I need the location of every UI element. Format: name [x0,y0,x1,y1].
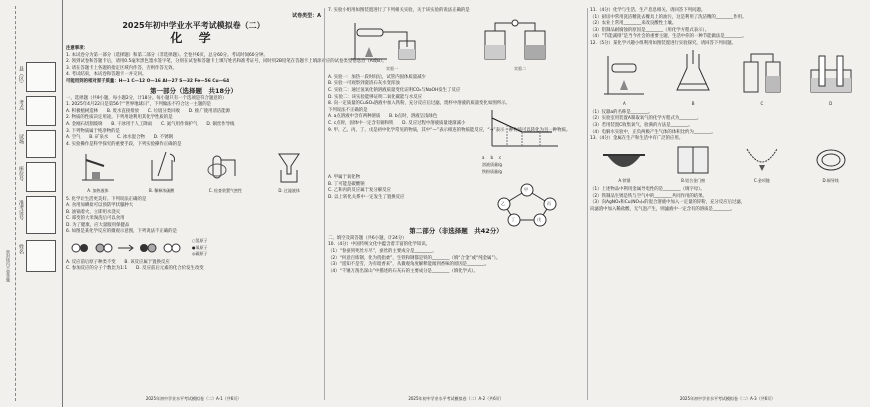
exam-title: 2025年初中学业水平考试模拟卷（二） [122,21,265,30]
question-line: 2. 物质的性质决定用途。下列用途利用其化学性质的是 [66,115,173,121]
option-line: D. 以上转化关系中一定发生了置换反应 [328,194,405,200]
question-line: 8. 向一定质量的CuSO₄溶液中加入铁粉，充分反应后过滤，烧杯中溶液的质量变化如图所示。 [328,101,510,107]
room-label: 试场 [18,134,24,144]
question-line: （1）“春蚕到死丝方尽”，蚕丝的主要成分是________。 [328,248,437,254]
notice-title: 注意事项： [66,46,88,51]
figure-caption: D [829,101,833,107]
gas-bottles-icon [475,17,565,63]
question-line: （3）铝制品耐腐蚀的原因是________（用化学方程式表示）。 [590,27,710,33]
question-line: （2）铁制品生锈是铁与空气中的________共同作用的结果。 [590,193,707,199]
wire-coil-icon [808,145,854,175]
option-line: D. 为了健康，应大量服用保健品 [66,222,130,228]
column-divider [587,8,588,400]
seat-box[interactable] [26,162,56,192]
atomic-masses: 可能用到的相对原子质量：H—1 C—12 O—16 Al—27 S—32 Fe—56 Cu—64 [66,78,230,84]
figure-caption: B [691,101,695,107]
subject-title: 化 学 [170,31,217,45]
legend [192,238,208,258]
figure-caption: 实验一 [386,66,398,72]
relation-diagram [492,182,562,226]
figure-filtration [267,150,311,194]
window-icon [670,145,716,175]
option-line: C. c点时，固体中一定含有铜和铁 D. 反应过程中溶液质量逐渐减小 [328,120,466,126]
question-line: （1）仪器a的名称是________。 [590,109,653,115]
apparatus-d [805,50,857,108]
item-wire [808,145,854,185]
graph-y-label: 溶液质量/g [482,161,502,167]
item-window [670,145,716,185]
seal-warning: 密封线内不要答题 [6,250,11,282]
micro-reaction-figure [66,238,321,258]
graph-points [482,155,562,162]
question-line: （4）“千锤万凿出深山”中描述的石灰石的主要成分是________（填化学式）。 [328,268,479,274]
item-iron-pot [601,145,647,185]
figure-heating-liquid [76,150,120,194]
necklace-icon [739,145,785,175]
option-line: B. 油锅着火，立即用水浇灭 [66,209,121,215]
page-footer: 2025年初中学业水平考试模拟卷（二）A-1（共6页） [145,396,242,402]
option-line: C. 乙和丙的反应属于复分解反应 [328,188,391,194]
seat-label: 座位号 [18,166,24,181]
legend-oxygen: ●氧原子 [192,244,208,250]
collection-bottles-icon [736,50,788,98]
question-line: 11.（4分）化学与生活、生产息息相关。请回答下列问题。 [590,8,706,13]
question-line: （1）上述物品中利用金属导电性的是________（填字母）。 [590,186,705,192]
ticket-box[interactable] [26,196,56,234]
question-line: 1. 2025年4月22日是第56个“世界地球日”，下列做法不符合这一主题的是 [66,102,212,108]
question-line: 向滤渣中加入稀盐酸，无气泡产生，则滤液中一定含有的溶质是________。 [590,206,735,212]
question-line: （4）“节能减排”是当今社会的重要主题，生活中你的一种节能做法是________。 [590,34,747,40]
node-label: 甲 [524,186,528,192]
question-line: （2）实验室用装置A制取氧气的化学方程式为________。 [590,116,702,122]
room-box[interactable] [26,130,56,158]
point-c: c [499,155,502,161]
node-label: 乙 [501,200,505,206]
page-3 [590,0,865,407]
option-line: A. 实验一：加热一段时间后，试管内固体质量减少 [328,74,426,80]
question-line: （1）厨房中常用洗洁精洗去餐具上的油污，这是利用了洗洁精的________作用。 [590,14,747,20]
mass-curve-icon [482,108,562,152]
wok-icon [601,145,647,175]
ticket-label: 准考证号 [18,200,24,220]
node-label: 丙 [547,200,551,206]
option-line: D. 实验二：该实验能够证明二氧化碳能与水反应 [328,94,422,100]
notice-line: 1. 本试卷分为第一部分（选择题）和第二部分（非选择题）。全卷共6页，总分60分。考试时间60分钟。 [66,52,268,58]
page-2 [328,0,584,407]
figure-caption: D.铜导线 [822,178,839,184]
test-tube-icon [203,150,247,184]
exam-site-box[interactable] [26,96,56,126]
page-footer: 2025年初中学业水平考试模拟卷（二）A-2（共6页） [408,396,504,402]
heating-liquid-icon [76,150,120,184]
legend-carbon: ◎碳原子 [192,251,208,257]
question-line: 7. 实验小组用如图装置进行了下列相关实验，关于该实验的说法正确的是 [328,8,470,13]
binding-strip [0,0,63,407]
option-line: C. 实验二：通过氢氧化钠溶液质量变化证明CO₂与NaOH发生了反应 [328,87,461,93]
part-1-note: 一、选择题（共9小题，每小题2分，计18分。每小题只有一个选项是符合题意的） [66,95,227,101]
question-line: （3）若用装置C收集氧气，验满的方法是________。 [590,122,693,128]
q9-options [328,182,488,202]
name-box[interactable] [26,240,56,272]
figure-caption: A.铁锅 [618,178,631,184]
heating-apparatus-icon [347,17,437,63]
node-label: 戊 [537,216,541,222]
funnel-icon [267,150,311,184]
notice-line: 3. 请在答题卡上各题的指定区域内作答，否则作答无效。 [66,65,177,71]
apparatus-figures [590,50,865,108]
option-line: B. 丁可能是碳酸钠 [328,181,365,187]
figure-airtightness [203,150,247,194]
experiment-1-figure [347,17,437,73]
option-line: A. 反应前后原子种类不变 B. 该反应属于置换反应 [66,259,170,265]
exam-type: 试卷类型：A [292,13,321,19]
county-box[interactable] [26,62,56,92]
question-line: 下列说法不正确的是 [328,107,368,113]
question-line: （3）“遥知不是雪，为有暗香来”，从微观角度解释能闻到香味的原因是________。 [328,262,490,268]
node-label: 丁 [511,216,515,222]
flask-icon [667,50,719,98]
question-line: 3. 下列物质属于纯净物的是 [66,128,120,134]
figure-caption: C.金项链 [753,178,770,184]
question-line: 13.（4分）金属在生产和生活中有广泛的应用。 [590,136,684,142]
part-2-title: 第二部分（非选择题 共42分） [409,226,503,235]
figure-caption: A [623,101,626,107]
point-b: b [490,155,493,161]
legend-hydrogen: ○氢原子 [192,238,208,244]
q8-options [328,107,571,134]
question-line: 5. 化学让生活更美好。下列说法正确的是 [66,196,147,202]
experiment-figures [328,17,584,73]
beaker-icon [140,150,184,184]
electrolysis-icon [805,50,857,98]
option-line: A. 空气 B. 矿泉水 C. 冰水混合物 D. 不锈钢 [66,135,173,141]
option-line: 9. 甲、乙、丙、丁、戊是初中化学常见的物质，其中“—”表示相连的物质能反应，“→”表示一种物质可以转化为另一种物质。 [328,127,571,133]
point-a: a [482,155,485,161]
part-1-title: 第一部分（选择题 共18分） [149,86,238,95]
option-line: A. 金刚石切割玻璃 B. 干冰用于人工降雨 C. 氮气用作保护气 D. 铜丝作导线 [66,121,235,127]
figure-caption: A. 加热液体 [87,187,109,193]
option-line: A. a点溶液中含有两种溶质 B. b点时，溶液呈浅绿色 [328,114,438,120]
figure-caption: C [760,101,764,107]
question-line: 10.（4分）中国传统文化中蕴含着丰富的化学知识。 [328,242,430,248]
experiment-2-figure [475,17,565,73]
question-line: A. 甲属于氧化物 [328,175,361,181]
apparatus-c [736,50,788,108]
notice-line: 4. 考试结束，本试卷和答题卡一并交回。 [66,72,147,78]
question-line: 4. 实验操作是科学探究的重要手段，下列实验操作正确的是 [66,141,182,147]
name-label: 姓名 [18,244,24,254]
option-line: A. 食用加碘盐可以预防甲状腺肿大 [66,203,134,209]
figure-caption: B.铝合金门窗 [681,178,706,184]
question-line: （2）“何意百炼钢，化为绕指柔”，生铁和钢都是铁的________（填“合金”或“纯金属”）。 [328,255,501,261]
option-line: A. 积极植树造林 B. 废水直接排放 C. 垃圾分类回收 D. 推广使用清洁能源 [66,108,231,114]
q8-block [328,108,584,175]
option-line: C. 霉变的大米淘洗后可以食用 [66,216,125,222]
part-2-note: 二、填空及简答题（共6小题，计24分） [328,235,407,241]
lab-operation-figures [66,150,321,194]
metal-items-figures [590,145,865,185]
graph-x-label: 铁粉质量/g [482,168,502,174]
exam-site-label: 考点 [18,100,24,110]
question-line: （2）农业上常用________来改良酸性土壤。 [590,21,677,27]
question-line: 6. 如图是某化学反应的微观示意图，下列说法不正确的是 [66,229,177,235]
figure-caption: D. 过滤液体 [278,187,300,193]
option-line: B. 实验一可观察到澄清石灰水变浑浊 [328,81,400,87]
item-necklace [739,145,785,185]
molecule-diagram-icon [66,240,186,256]
apparatus-a [598,50,650,108]
q9-block [328,182,584,226]
option-line: C. 参加反应的分子个数比为1:1 D. 反应前后元素的化合价发生改变 [66,266,204,272]
apparatus-b [667,50,719,108]
figure-dilute-acid [140,150,184,194]
gas-generator-icon [598,50,650,98]
question-line: （4）电解水实验中，正负两极产生气体的体积比约为________。 [590,129,716,135]
question-line: （3）向AgNO₃和Cu(NO₃)₂的混合溶液中加入一定量的锌粉，充分反应后过滤， [590,200,746,206]
question-line: 12.（5分）某化学兴趣小组利用如图装置进行实验探究，请回答下列问题。 [590,40,736,46]
page-footer: 2025年初中学业水平考试模拟卷（二）A-3（共6页） [679,396,776,402]
figure-caption: 实验二 [514,66,526,72]
figure-caption: C. 检查装置气密性 [208,187,243,193]
figure-caption: B. 稀释浓硫酸 [148,187,175,193]
column-divider [324,8,325,400]
county-label: 县（区） [18,66,24,86]
notice-line: 2. 领到试卷和答题卡后，请用0.5毫米黑色墨水签字笔，分别在试卷和答题卡上填写姓名和准考证号，同时用2B铅笔在答题卡上填涂对应的试卷类型信息点（A或B）。 [66,59,387,65]
mass-graph [482,108,562,175]
